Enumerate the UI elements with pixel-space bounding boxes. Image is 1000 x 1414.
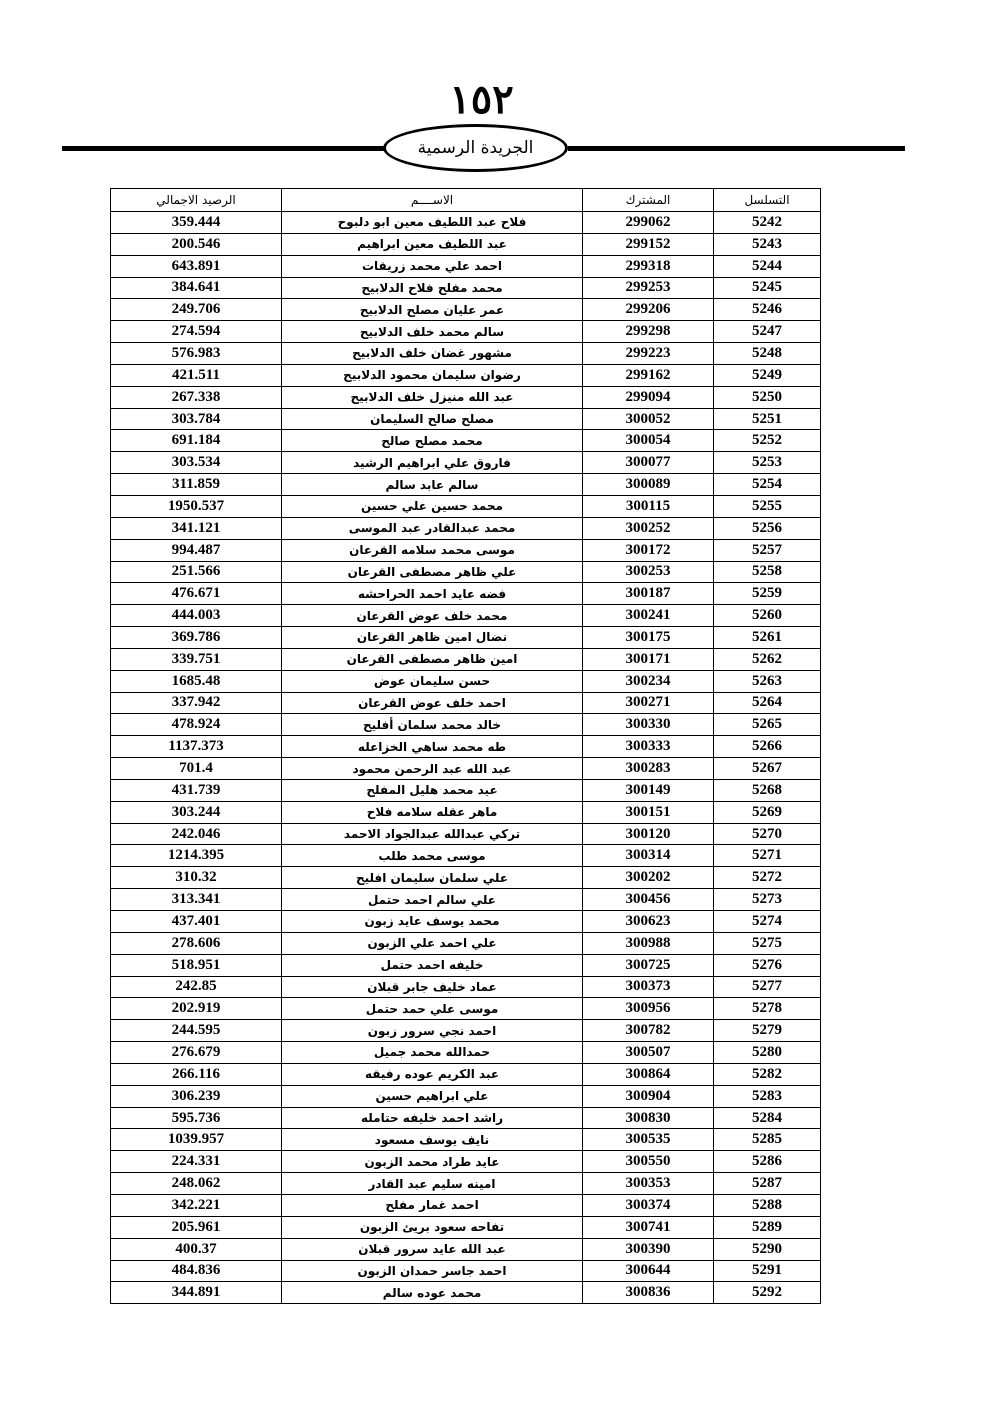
subscriber-cell: 300330: [583, 714, 714, 736]
balance-cell: 369.786: [111, 627, 282, 649]
subscriber-cell: 300836: [583, 1282, 714, 1304]
balance-cell: 278.606: [111, 932, 282, 954]
name-cell: مصلح صالح السليمان: [282, 408, 583, 430]
serial-cell: 5282: [714, 1063, 821, 1085]
serial-cell: 5257: [714, 539, 821, 561]
balance-cell: 994.487: [111, 539, 282, 561]
serial-cell: 5290: [714, 1238, 821, 1260]
serial-cell: 5271: [714, 845, 821, 867]
serial-cell: 5252: [714, 430, 821, 452]
balance-cell: 248.062: [111, 1173, 282, 1195]
table-row: [111, 277, 821, 299]
table-row: [111, 1216, 821, 1238]
balance-cell: 205.961: [111, 1216, 282, 1238]
subscriber-cell: 300333: [583, 736, 714, 758]
serial-cell: 5270: [714, 823, 821, 845]
name-cell: موسى علي حمد حتمل: [282, 998, 583, 1020]
serial-cell: 5286: [714, 1151, 821, 1173]
serial-cell: 5267: [714, 758, 821, 780]
table-row: [111, 539, 821, 561]
subscriber-cell: 299062: [583, 212, 714, 234]
serial-cell: 5243: [714, 233, 821, 255]
balance-cell: 342.221: [111, 1194, 282, 1216]
table-row: [111, 779, 821, 801]
balance-cell: 249.706: [111, 299, 282, 321]
name-cell: سالم محمد خلف الدلابيح: [282, 321, 583, 343]
subscriber-cell: 300988: [583, 932, 714, 954]
name-cell: محمد عوده سالم: [282, 1282, 583, 1304]
serial-cell: 5251: [714, 408, 821, 430]
table-row: [111, 823, 821, 845]
table-row: [111, 583, 821, 605]
name-cell: موسى محمد طلب: [282, 845, 583, 867]
subscriber-cell: 300089: [583, 474, 714, 496]
name-cell: عبد اللطيف معين ابراهيم: [282, 233, 583, 255]
name-cell: احمد غمار مفلح: [282, 1194, 583, 1216]
subscriber-cell: 300172: [583, 539, 714, 561]
subscriber-cell: 300187: [583, 583, 714, 605]
balance-cell: 274.594: [111, 321, 282, 343]
name-cell: خليفه احمد حتمل: [282, 954, 583, 976]
table-row: [111, 998, 821, 1020]
table-row: [111, 692, 821, 714]
balance-cell: 266.116: [111, 1063, 282, 1085]
name-cell: مشهور غضان خلف الدلابيح: [282, 343, 583, 365]
subscriber-cell: 300253: [583, 561, 714, 583]
subscriber-cell: 300353: [583, 1173, 714, 1195]
balance-cell: 1950.537: [111, 495, 282, 517]
balance-cell: 242.85: [111, 976, 282, 998]
serial-cell: 5255: [714, 495, 821, 517]
subscriber-cell: 300374: [583, 1194, 714, 1216]
balance-cell: 701.4: [111, 758, 282, 780]
serial-cell: 5258: [714, 561, 821, 583]
name-cell: امينه سليم عبد القادر: [282, 1173, 583, 1195]
serial-cell: 5250: [714, 386, 821, 408]
table-row: [111, 1194, 821, 1216]
balance-cell: 303.784: [111, 408, 282, 430]
balance-cell: 421.511: [111, 364, 282, 386]
serial-cell: 5260: [714, 605, 821, 627]
balance-cell: 576.983: [111, 343, 282, 365]
name-cell: ماهر عقله سلامه فلاح: [282, 801, 583, 823]
name-cell: عبد الله منيزل خلف الدلابيح: [282, 386, 583, 408]
name-cell: طه محمد ساهي الخزاعله: [282, 736, 583, 758]
balance-cell: 303.244: [111, 801, 282, 823]
masthead-oval: [383, 124, 568, 172]
table-row: [111, 627, 821, 649]
subscriber-cell: 299298: [583, 321, 714, 343]
table-row: [111, 1063, 821, 1085]
balance-cell: 344.891: [111, 1282, 282, 1304]
subscriber-cell: 300623: [583, 911, 714, 933]
name-cell: فلاح عبد اللطيف معين ابو دلبوح: [282, 212, 583, 234]
table-row: [111, 867, 821, 889]
table-row: [111, 452, 821, 474]
table-row: [111, 1260, 821, 1282]
subscriber-cell: 300054: [583, 430, 714, 452]
subscriber-cell: 300175: [583, 627, 714, 649]
serial-cell: 5275: [714, 932, 821, 954]
table-row: [111, 386, 821, 408]
table-row: [111, 343, 821, 365]
serial-cell: 5272: [714, 867, 821, 889]
balance-cell: 431.739: [111, 779, 282, 801]
table-row: [111, 648, 821, 670]
subscriber-cell: 300741: [583, 1216, 714, 1238]
balance-cell: 484.836: [111, 1260, 282, 1282]
balance-cell: 437.401: [111, 911, 282, 933]
subscriber-cell: 300052: [583, 408, 714, 430]
name-cell: احمد نجي سرور زبون: [282, 1020, 583, 1042]
name-cell: عمر عليان مصلح الدلابيح: [282, 299, 583, 321]
balance-cell: 200.546: [111, 233, 282, 255]
serial-cell: 5287: [714, 1173, 821, 1195]
serial-cell: 5268: [714, 779, 821, 801]
serial-cell: 5283: [714, 1085, 821, 1107]
table-row: [111, 430, 821, 452]
name-cell: خالد محمد سلمان أفليح: [282, 714, 583, 736]
balance-cell: 643.891: [111, 255, 282, 277]
balance-cell: 341.121: [111, 517, 282, 539]
subscriber-cell: 300077: [583, 452, 714, 474]
serial-cell: 5244: [714, 255, 821, 277]
serial-cell: 5278: [714, 998, 821, 1020]
serial-cell: 5256: [714, 517, 821, 539]
balance-cell: 400.37: [111, 1238, 282, 1260]
column-header-serial: التسلسل: [714, 189, 821, 212]
serial-cell: 5274: [714, 911, 821, 933]
name-cell: موسى محمد سلامه القرعان: [282, 539, 583, 561]
table-row: [111, 845, 821, 867]
name-cell: محمد حسين علي حسين: [282, 495, 583, 517]
balance-cell: 384.641: [111, 277, 282, 299]
name-cell: علي ظاهر مصطفى القرعان: [282, 561, 583, 583]
subscriber-cell: 300390: [583, 1238, 714, 1260]
subscriber-cell: 299206: [583, 299, 714, 321]
balance-cell: 359.444: [111, 212, 282, 234]
table-row: [111, 1129, 821, 1151]
name-cell: امين ظاهر مصطفى القرعان: [282, 648, 583, 670]
name-cell: محمد يوسف عايد زبون: [282, 911, 583, 933]
table-row: [111, 517, 821, 539]
serial-cell: 5262: [714, 648, 821, 670]
subscriber-cell: 300115: [583, 495, 714, 517]
name-cell: احمد علي محمد زريقات: [282, 255, 583, 277]
subscriber-cell: 300725: [583, 954, 714, 976]
table-body: [111, 212, 821, 1304]
balance-cell: 306.239: [111, 1085, 282, 1107]
subscriber-cell: 300149: [583, 779, 714, 801]
name-cell: علي احمد علي الزبون: [282, 932, 583, 954]
balance-cell: 311.859: [111, 474, 282, 496]
subscriber-cell: 300456: [583, 889, 714, 911]
masthead-rule-left: [62, 146, 384, 151]
serial-cell: 5280: [714, 1042, 821, 1064]
balance-cell: 303.534: [111, 452, 282, 474]
serial-cell: 5259: [714, 583, 821, 605]
subscriber-cell: 300120: [583, 823, 714, 845]
name-cell: محمد خلف عوض القرعان: [282, 605, 583, 627]
table-row: [111, 714, 821, 736]
table-row: [111, 1020, 821, 1042]
page-number: ١٥٢: [449, 76, 514, 123]
serial-cell: 5245: [714, 277, 821, 299]
table-row: [111, 1085, 821, 1107]
serial-cell: 5248: [714, 343, 821, 365]
subscriber-cell: 300904: [583, 1085, 714, 1107]
table-row: [111, 212, 821, 234]
subscriber-cell: 300864: [583, 1063, 714, 1085]
subscriber-cell: 300535: [583, 1129, 714, 1151]
name-cell: عبد الكريم عوده رفيقه: [282, 1063, 583, 1085]
table-row: [111, 801, 821, 823]
name-cell: فاروق علي ابراهيم الرشيد: [282, 452, 583, 474]
balance-cell: 1137.373: [111, 736, 282, 758]
table-row: [111, 561, 821, 583]
serial-cell: 5242: [714, 212, 821, 234]
name-cell: محمد مصلح صالح: [282, 430, 583, 452]
table-row: [111, 670, 821, 692]
name-cell: علي سلمان سليمان افليح: [282, 867, 583, 889]
serial-cell: 5266: [714, 736, 821, 758]
table-row: [111, 954, 821, 976]
subscriber-cell: 300644: [583, 1260, 714, 1282]
serial-cell: 5269: [714, 801, 821, 823]
balance-cell: 518.951: [111, 954, 282, 976]
table-row: [111, 736, 821, 758]
subscriber-cell: 300252: [583, 517, 714, 539]
subscriber-cell: 300202: [583, 867, 714, 889]
balance-cell: 310.32: [111, 867, 282, 889]
table-row: [111, 758, 821, 780]
name-cell: علي سالم احمد حتمل: [282, 889, 583, 911]
name-cell: علي ابراهيم حسين: [282, 1085, 583, 1107]
serial-cell: 5264: [714, 692, 821, 714]
name-cell: عماد خليف جابر قبلان: [282, 976, 583, 998]
table-row: [111, 976, 821, 998]
name-cell: عبد الله عبد الرحمن محمود: [282, 758, 583, 780]
balance-cell: 276.679: [111, 1042, 282, 1064]
serial-cell: 5249: [714, 364, 821, 386]
table-row: [111, 1107, 821, 1129]
table-row: [111, 1282, 821, 1304]
gazette-title: الجريدة الرسمية: [417, 138, 534, 158]
name-cell: نايف يوسف مسعود: [282, 1129, 583, 1151]
subscriber-cell: 300271: [583, 692, 714, 714]
serial-cell: 5246: [714, 299, 821, 321]
subscriber-cell: 300830: [583, 1107, 714, 1129]
balance-cell: 1214.395: [111, 845, 282, 867]
column-header-name: الاســــم: [282, 189, 583, 212]
name-cell: تفاحه سعود بريئ الزبون: [282, 1216, 583, 1238]
subscriber-cell: 299162: [583, 364, 714, 386]
table-row: [111, 408, 821, 430]
table-row: [111, 233, 821, 255]
name-cell: راشد احمد خليفه حتامله: [282, 1107, 583, 1129]
table-row: [111, 605, 821, 627]
serial-cell: 5273: [714, 889, 821, 911]
serial-cell: 5285: [714, 1129, 821, 1151]
table-row: [111, 932, 821, 954]
subscriber-cell: 300373: [583, 976, 714, 998]
table-row: [111, 1042, 821, 1064]
subscriber-cell: 300550: [583, 1151, 714, 1173]
balance-cell: 444.003: [111, 605, 282, 627]
name-cell: عايد طراد محمد الزبون: [282, 1151, 583, 1173]
name-cell: محمد عبدالقادر عبد الموسى: [282, 517, 583, 539]
table-row: [111, 255, 821, 277]
serial-cell: 5292: [714, 1282, 821, 1304]
subscriber-cell: 300782: [583, 1020, 714, 1042]
serial-cell: 5289: [714, 1216, 821, 1238]
balance-cell: 1039.957: [111, 1129, 282, 1151]
balance-cell: 337.942: [111, 692, 282, 714]
table-row: [111, 1173, 821, 1195]
serial-cell: 5276: [714, 954, 821, 976]
name-cell: رضوان سليمان محمود الدلابيح: [282, 364, 583, 386]
name-cell: عيد محمد هليل المفلح: [282, 779, 583, 801]
subscriber-cell: 300956: [583, 998, 714, 1020]
name-cell: تركي عبدالله عبدالجواد الاحمد: [282, 823, 583, 845]
serial-cell: 5253: [714, 452, 821, 474]
serial-cell: 5279: [714, 1020, 821, 1042]
balance-cell: 224.331: [111, 1151, 282, 1173]
subscriber-cell: 299318: [583, 255, 714, 277]
subscriber-cell: 300314: [583, 845, 714, 867]
balances-table: [110, 188, 821, 1304]
table-row: [111, 1151, 821, 1173]
balance-cell: 691.184: [111, 430, 282, 452]
column-header-subscriber: المشترك: [583, 189, 714, 212]
name-cell: فضه عايد احمد الحراحشه: [282, 583, 583, 605]
table-row: [111, 495, 821, 517]
table-row: [111, 911, 821, 933]
table-row: [111, 474, 821, 496]
name-cell: عبد الله عايد سرور قبلان: [282, 1238, 583, 1260]
serial-cell: 5261: [714, 627, 821, 649]
column-header-balance: الرصيد الاجمالي: [111, 189, 282, 212]
table-row: [111, 321, 821, 343]
name-cell: احمد خلف عوض القرعان: [282, 692, 583, 714]
serial-cell: 5247: [714, 321, 821, 343]
balance-cell: 1685.48: [111, 670, 282, 692]
balance-cell: 251.566: [111, 561, 282, 583]
balance-cell: 478.924: [111, 714, 282, 736]
table-header-row: [111, 189, 821, 212]
table-row: [111, 1238, 821, 1260]
subscriber-cell: 300171: [583, 648, 714, 670]
subscriber-cell: 299094: [583, 386, 714, 408]
balance-cell: 476.671: [111, 583, 282, 605]
name-cell: محمد مفلح فلاح الدلابيح: [282, 277, 583, 299]
name-cell: نضال امين ظاهر القرعان: [282, 627, 583, 649]
name-cell: حسن سليمان عوض: [282, 670, 583, 692]
name-cell: حمدالله محمد جميل: [282, 1042, 583, 1064]
subscriber-cell: 300241: [583, 605, 714, 627]
serial-cell: 5265: [714, 714, 821, 736]
name-cell: سالم عابد سالم: [282, 474, 583, 496]
subscriber-cell: 300234: [583, 670, 714, 692]
serial-cell: 5284: [714, 1107, 821, 1129]
name-cell: احمد جاسر حمدان الزبون: [282, 1260, 583, 1282]
balance-cell: 313.341: [111, 889, 282, 911]
subscriber-cell: 299223: [583, 343, 714, 365]
table-row: [111, 364, 821, 386]
masthead-rule-right: [568, 146, 905, 151]
table-row: [111, 889, 821, 911]
balance-cell: 267.338: [111, 386, 282, 408]
balance-cell: 244.595: [111, 1020, 282, 1042]
serial-cell: 5291: [714, 1260, 821, 1282]
serial-cell: 5254: [714, 474, 821, 496]
serial-cell: 5263: [714, 670, 821, 692]
subscriber-cell: 300151: [583, 801, 714, 823]
serial-cell: 5277: [714, 976, 821, 998]
serial-cell: 5288: [714, 1194, 821, 1216]
balance-cell: 595.736: [111, 1107, 282, 1129]
subscriber-cell: 300507: [583, 1042, 714, 1064]
subscriber-cell: 299253: [583, 277, 714, 299]
subscriber-cell: 300283: [583, 758, 714, 780]
balance-cell: 339.751: [111, 648, 282, 670]
table-row: [111, 299, 821, 321]
balance-cell: 242.046: [111, 823, 282, 845]
subscriber-cell: 299152: [583, 233, 714, 255]
balance-cell: 202.919: [111, 998, 282, 1020]
